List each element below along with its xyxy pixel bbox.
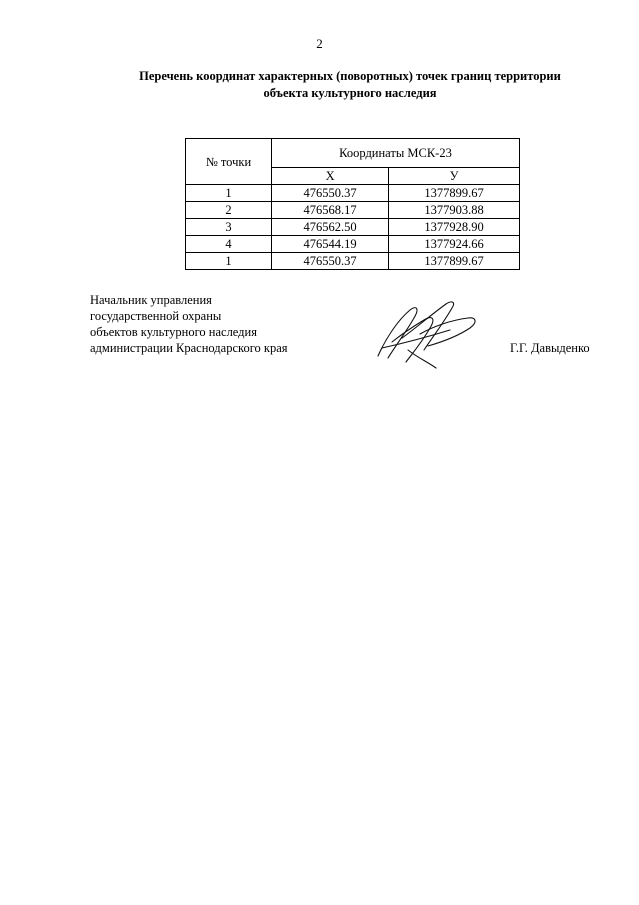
point-number-cell: 1 (186, 253, 272, 270)
signer-line-1: Начальник управления (90, 293, 212, 307)
y-cell: 1377928.90 (389, 219, 520, 236)
x-cell: 476562.50 (272, 219, 389, 236)
point-number-cell: 3 (186, 219, 272, 236)
x-cell: 476544.19 (272, 236, 389, 253)
y-cell: 1377924.66 (389, 236, 520, 253)
table-row (186, 219, 520, 236)
table-row (186, 253, 520, 270)
document-title (60, 68, 639, 102)
signer-line-3: объектов культурного наследия (90, 325, 257, 339)
table-row (186, 236, 520, 253)
point-number-cell: 4 (186, 236, 272, 253)
coordinates-table (185, 138, 520, 270)
table-row (186, 202, 520, 219)
y-header: У (389, 168, 520, 185)
signer-position (90, 292, 288, 356)
signer-line-4: администрации Краснодарского края (90, 341, 288, 355)
page-number: 2 (316, 36, 323, 51)
handwritten-signature (372, 298, 484, 370)
signer-line-2: государственной охраны (90, 309, 222, 323)
x-cell: 476568.17 (272, 202, 389, 219)
title-line-1: Перечень координат характерных (поворотных) точек границ территории (139, 69, 561, 83)
x-header: X (272, 168, 389, 185)
point-number-header: № точки (186, 139, 272, 185)
point-number-cell: 2 (186, 202, 272, 219)
x-cell: 476550.37 (272, 253, 389, 270)
y-cell: 1377903.88 (389, 202, 520, 219)
y-cell: 1377899.67 (389, 185, 520, 202)
x-cell: 476550.37 (272, 185, 389, 202)
title-line-2: объекта культурного наследия (263, 86, 437, 100)
y-cell: 1377899.67 (389, 253, 520, 270)
point-number-cell: 1 (186, 185, 272, 202)
table-row (186, 185, 520, 202)
signer-name: Г.Г. Давыденко (510, 341, 590, 355)
coordinates-header: Координаты МСК-23 (272, 139, 520, 168)
